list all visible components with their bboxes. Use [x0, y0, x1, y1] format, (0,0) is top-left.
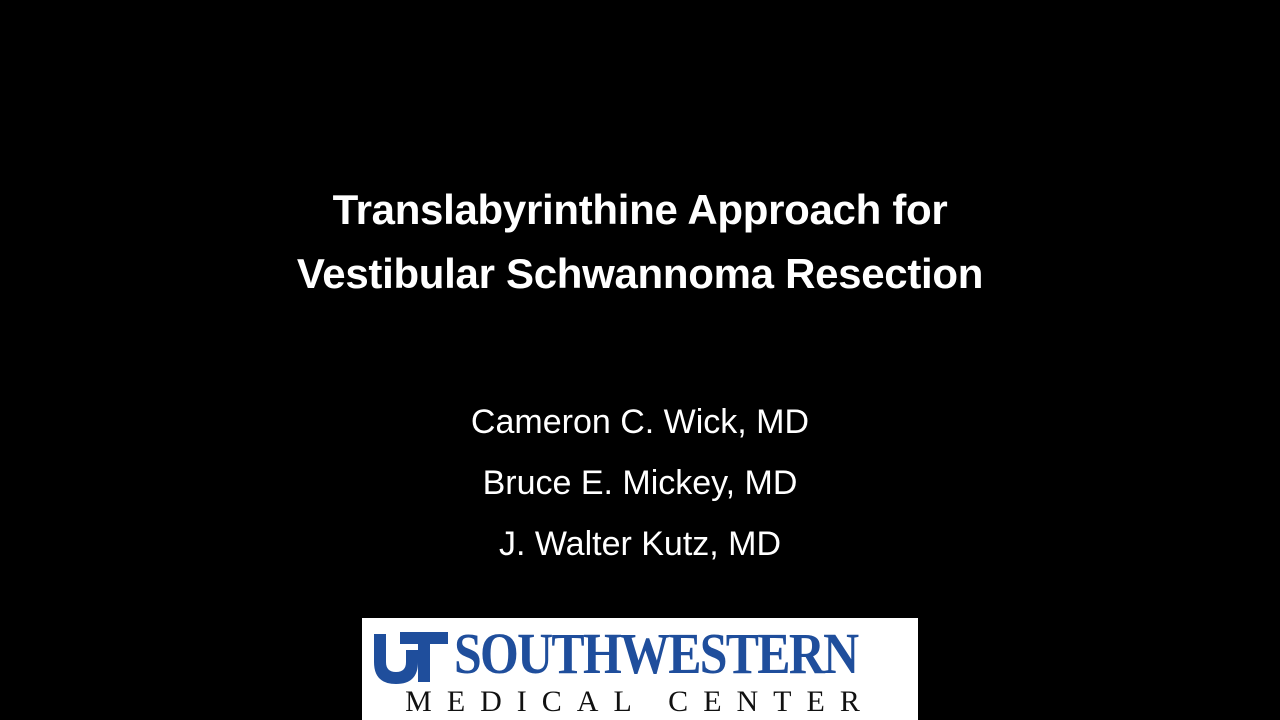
- author-list: [0, 392, 1280, 575]
- ut-southwestern-logo: [362, 618, 918, 720]
- author-3: J. Walter Kutz, MD: [498, 525, 782, 563]
- slide-title: [0, 178, 1280, 306]
- author-2: Bruce E. Mickey, MD: [482, 464, 798, 502]
- ut-logo-mark-icon: [372, 628, 448, 684]
- logo-subtitle: MEDICAL CENTER: [405, 685, 875, 718]
- logo-wordmark: SOUTHWESTERN: [454, 621, 858, 686]
- title-line-1: Translabyrinthine Approach for: [332, 186, 948, 233]
- title-line-2: Vestibular Schwannoma Resection: [296, 250, 984, 297]
- author-1: Cameron C. Wick, MD: [470, 403, 810, 441]
